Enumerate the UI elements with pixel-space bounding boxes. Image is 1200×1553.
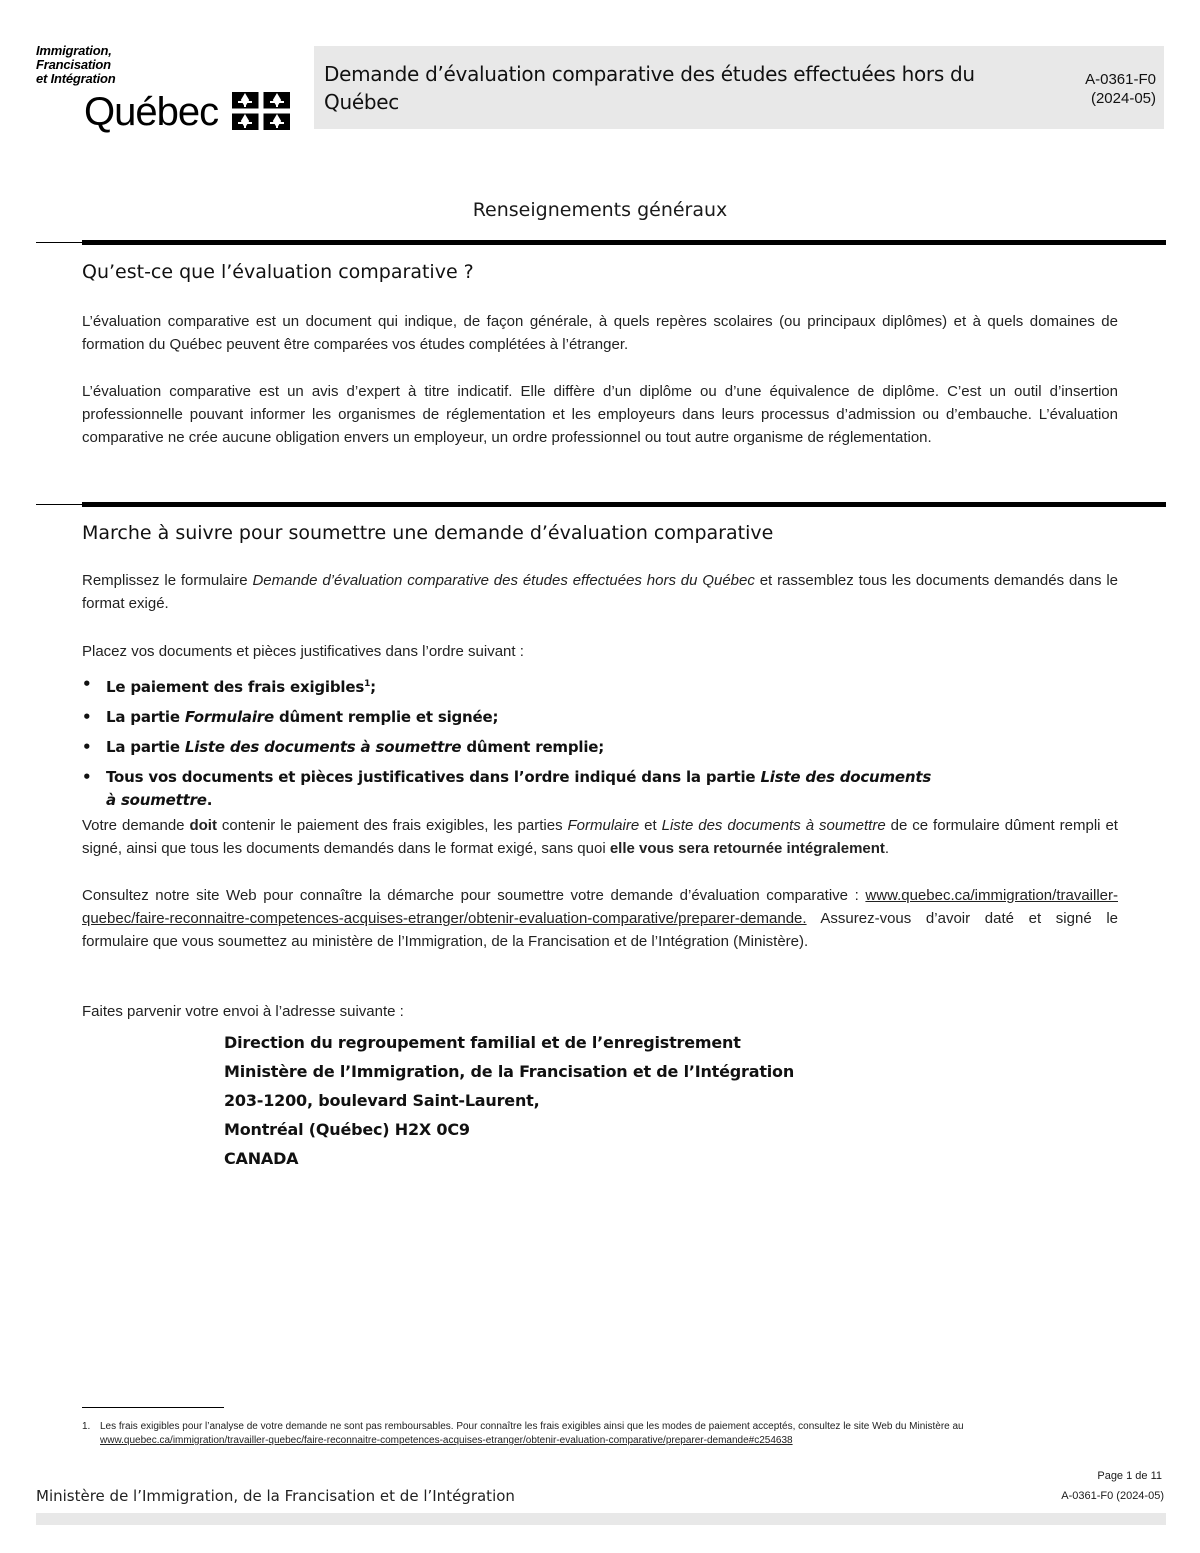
fleur-de-lis-flag-icon [232,92,290,130]
paragraph-fill-form: Remplissez le formulaire Demande d’évaluation comparative des études effectuées hors du Québec et rassemblez tous les documents demandés dans le format exigé. [82,572,1118,612]
mailing-address: Direction du regroupement familial et de l’enregistrement Ministère de l’Immigration, de la Francisation et de l’Intégration 203-1200, boulevard Saint-Laurent, Montréal (Québec) H2X 0C9 CANADA [224,1033,795,1168]
heading-what-is: Qu’est-ce que l’évaluation comparative ? [82,261,474,283]
document-order-list [82,673,1118,819]
form-code: A-0361-F0 (2024-05) [1085,71,1156,107]
heading-procedure: Marche à suivre pour soumettre une demande d’évaluation comparative [82,522,774,544]
form-title: Demande d’évaluation comparative des études effectuées hors du Québec [324,62,975,114]
paragraph-send-intro: Faites parvenir votre envoi à l’adresse suivante : [82,1003,404,1020]
footer-bar [36,1513,1166,1525]
divider [82,502,1166,507]
form-title-box [314,46,1164,129]
quebec-logo [36,44,296,139]
footer-form-code: A-0361-F0 (2024-05) [1061,1490,1164,1502]
list-item: • Le paiement des frais exigibles$^1$; [82,675,376,696]
paragraph-definition: L’évaluation comparative est un document qui indique, de façon générale, à quels repères scolaires (ou principaux diplômes) et à quels domaines de formation du Québec peuvent être comparées vos études complétées à l’étranger. [82,313,1118,353]
paragraph-must-contain: Votre demande doit contenir le paiement des frais exigibles, les parties Formulaire et Liste des documents à soumettre de ce formulaire dûment rempli et signé, ainsi que tous les documents demandés dans le format exigé, sans quoi elle vous sera retournée intégralement. [82,817,1118,857]
paragraph-website: Consultez notre site Web pour connaître la démarche pour soumettre votre demande d’évaluation comparative : www.quebec.ca/immigration/travailler-quebec/faire-reconnaitre-competences-acquises-etranger/obtenir-evaluation-comparative/preparer-demande. Assurez-vous d’avoir daté et signé le formulaire que vous soumettez au ministère de l’Immigration, de la Francisation et de l’Intégration (Ministère). [82,887,1118,950]
divider [36,242,86,243]
paragraph-order-intro: Placez vos documents et pièces justificatives dans l’ordre suivant : [82,643,524,660]
footnote-divider [82,1407,224,1408]
divider [36,504,86,505]
page-number: Page 1 de 11 [1097,1470,1162,1482]
website-link[interactable]: www.quebec.ca/immigration/travailler-quebec/faire-reconnaitre-competences-acquises-etranger/obtenir-evaluation-comparative/preparer-demande. [82,887,1118,927]
footnote: 1. Les frais exigibles pour l’analyse de votre demande ne sont pas remboursables. Pour connaître les frais exigibles ainsi que les modes de paiement acceptés, consultez le site Web du Ministère au www.quebec.ca/immigration/travailler-quebec/faire-reconnaitre-competences-acquises-etranger/obtenir-evaluation-comparative/preparer-demande#c254638 [82,1421,964,1446]
list-item: • Tous vos documents et pièces justificatives dans l’ordre indiqué dans la partie Liste des documents à soumettre. [82,768,932,809]
list-item: • La partie Formulaire dûment remplie et signée; [82,708,499,726]
paragraph-expert-opinion: L’évaluation comparative est un avis d’expert à titre indicatif. Elle diffère d’un diplôme ou d’une équivalence de diplôme. C’est un outil d’insertion professionnelle pouvant informer les organismes de réglementation et les employeurs dans leurs processus d’admission ou d’embauche. L’évaluation comparative ne crée aucune obligation envers un employeur, un ordre professionnel ou tout autre organisme de réglementation. [82,383,1118,446]
divider [82,240,1166,245]
footer-ministry: Ministère de l’Immigration, de la Francisation et de l’Intégration [36,1487,515,1505]
section-title: Renseignements généraux [472,199,728,221]
footnote-link[interactable]: www.quebec.ca/immigration/travailler-quebec/faire-reconnaitre-competences-acquises-etranger/obtenir-evaluation-comparative/preparer-demande#c254638 [100,1435,793,1446]
ministry-name: Immigration, Francisation et Intégration [36,43,116,86]
quebec-wordmark: Québec [84,90,219,134]
list-item: • La partie Liste des documents à soumettre dûment remplie; [82,738,605,756]
